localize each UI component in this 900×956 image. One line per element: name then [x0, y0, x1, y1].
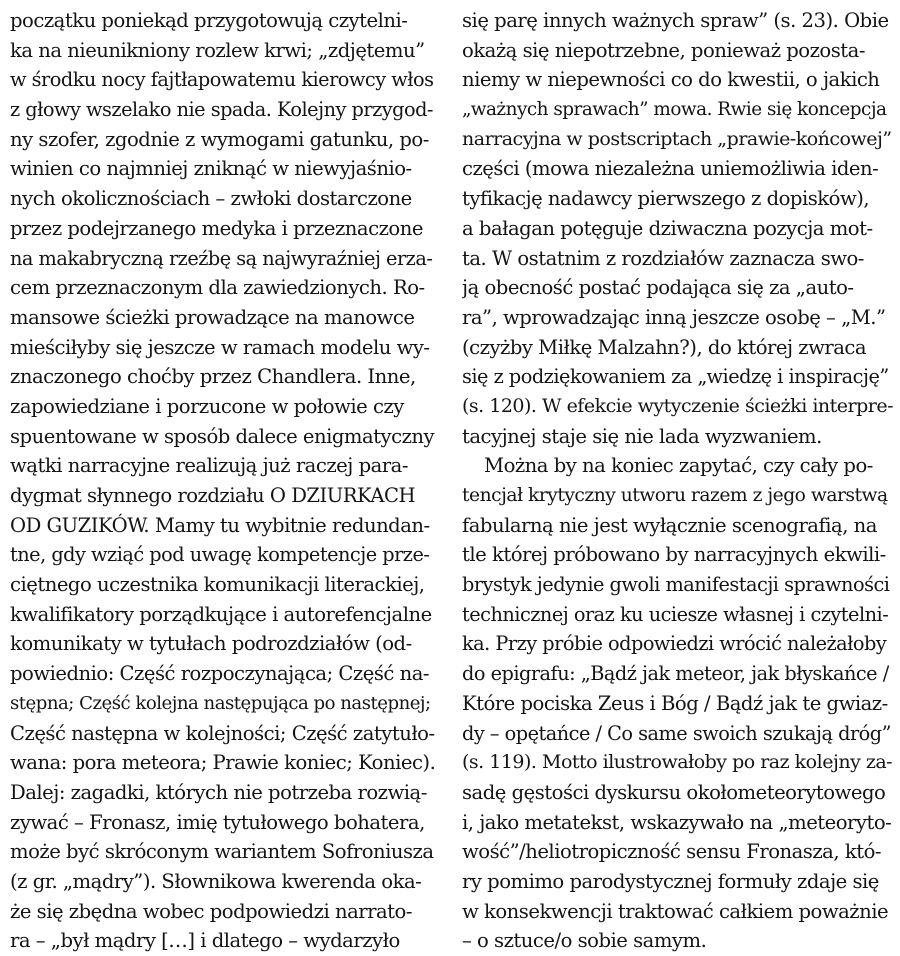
- text-line: spuentowane w sposób dalece enigmatyczny: [10, 424, 435, 448]
- text-line: części (mowa niezależna uniemożliwia iden-: [462, 157, 879, 181]
- text-line: Dalej: zagadki, których nie potrzeba rozwią-: [10, 780, 427, 804]
- text-line: się z podziękowaniem za „wiedzę i inspirację”: [462, 365, 889, 389]
- text-line: ka na nieunikniony rozlew krwi; „zdjętemu”: [10, 38, 425, 62]
- text-line: ra”, wprowadzając inną jeszcze osobę – „M.”: [462, 305, 886, 329]
- left-text-column: [10, 6, 435, 956]
- text-line: (z gr. „mądry”). Słownikowa kwerenda oka-: [10, 869, 422, 893]
- text-line: „ważnych sprawach” mowa. Rwie się koncepcja: [462, 99, 887, 121]
- text-line: Które pociska Zeus i Bóg / Bądź jak te gwiaz-: [462, 691, 888, 715]
- text-line: w środku nocy fajtłapowatemu kierowcy włos: [10, 68, 434, 92]
- text-line: (czyżby Miłkę Malzahn?), do której zwraca: [462, 335, 867, 359]
- text-line: OD GUZIKÓW. Mamy tu wybitnie redundan-: [10, 513, 430, 537]
- text-line: wana: pora meteora; Prawie koniec; Koniec).: [10, 751, 435, 775]
- text-line: na makabryczną rzeźbę są najwyraźniej erza-: [10, 246, 433, 270]
- text-line: cem przeznaczonym dla zawiedzionych. Ro-: [10, 276, 425, 300]
- text-line: powiednio: Część rozpoczynająca; Część na-: [10, 662, 430, 686]
- text-line: się parę innych ważnych spraw” (s. 23). Obie: [462, 9, 889, 32]
- text-line: do epigrafu: „Bądź jak meteor, jak błyskańce /: [462, 662, 889, 686]
- text-line: wość”/heliotropiczność sensu Fronasza, któ-: [462, 840, 881, 864]
- text-line: ka. Przy próbie odpowiedzi wrócić należałoby: [462, 632, 887, 656]
- text-line: nych okolicznościach – zwłoki dostarczone: [10, 187, 412, 211]
- text-line: znaczonego choćby przez Chandlera. Inne,: [10, 365, 416, 389]
- text-line: tyfikację nadawcy pierwszego z dopisków),: [462, 187, 870, 211]
- text-line: z głowy wszelako nie spada. Kolejny przygod-: [10, 98, 433, 122]
- text-line: technicznej oraz ku uciesze własnej i czytelni-: [462, 602, 889, 626]
- text-line: ta. W ostatnim z rozdziałów zaznacza swo-: [462, 246, 864, 270]
- text-line: w konsekwencji traktować całkiem poważnie: [462, 899, 889, 923]
- text-line: przez podejrzanego medyka i przeznaczone: [10, 216, 423, 240]
- text-line: – o sztuce/o sobie samym.: [462, 929, 707, 953]
- text-line: (s. 120). W efekcie wytyczenie ścieżki interpre-: [462, 394, 893, 417]
- text-line: tle której próbowano by narracyjnych ekwili-: [462, 543, 886, 567]
- text-line: ciętnego uczestnika komunikacji literackiej,: [10, 573, 425, 597]
- text-line: sadę gęstości dyskursu okołometeorytowego: [462, 780, 886, 804]
- text-line: mieściłyby się jeszcze w ramach modelu wy-: [10, 335, 430, 359]
- text-line: okażą się niepotrzebne, ponieważ pozosta-: [462, 38, 865, 62]
- text-line: niemy w niepewności co do kwestii, o jakich: [462, 68, 880, 92]
- text-line: Część następna w kolejności; Część zatytuło-: [10, 721, 435, 745]
- text-line: a bałagan potęguje dziwaczna pozycja mot-: [462, 216, 873, 240]
- text-line: dygmat słynnego rozdziału O DZIURKACH: [10, 484, 416, 507]
- text-line: Można by na koniec zapytać, czy cały po-: [484, 454, 873, 478]
- text-line: początku poniekąd przygotowują czytelni-: [10, 9, 408, 32]
- text-line: winien co najmniej zniknąć w niewyjaśnio-: [10, 157, 412, 181]
- text-line: i, jako metatekst, wskazywało na „meteoryto-: [462, 810, 892, 834]
- text-line: mansowe ścieżki prowadzące na manowce: [10, 305, 415, 329]
- text-line: może być skróconym wariantem Sofroniusza: [10, 840, 434, 864]
- text-line: narracyjna w postscriptach „prawie-końcowej”: [462, 127, 892, 150]
- text-line: wątki narracyjne realizują już raczej para-: [10, 454, 408, 478]
- text-line: fabularną nie jest wyłącznie scenografią, na: [462, 513, 877, 537]
- text-line: kwalifikatory porządkujące i autorefencjalne: [10, 602, 432, 626]
- text-line: tencjał krytyczny utworu razem z jego warstwą: [462, 485, 888, 506]
- text-line: tacyjnej staje się nie lada wyzwaniem.: [462, 424, 822, 448]
- text-line: ny szofer, zgodnie z wymogami gatunku, po-: [10, 127, 429, 151]
- text-line: stępna; Część kolejna następująca po następnej;: [10, 692, 431, 714]
- text-line: dy – opętańce / Co same swoich szukają dróg”: [462, 721, 891, 745]
- text-line: zywać – Fronasz, imię tytułowego bohatera,: [10, 810, 425, 834]
- text-line: tne, gdy wziąć pod uwagę kompetencje prze-: [10, 543, 430, 567]
- right-text-column: [462, 6, 893, 956]
- text-line: brystyk jedynie gwoli manifestacji sprawności: [462, 573, 890, 597]
- text-line: komunikaty w tytułach podrozdziałów (od-: [10, 632, 412, 656]
- text-line: że się zbędna wobec podpowiedzi narrato-: [10, 899, 412, 923]
- text-line: (s. 119). Motto ilustrowałoby po raz kolejny za-: [462, 751, 893, 774]
- text-line: ją obecność postać podająca się za „auto-: [462, 276, 854, 300]
- text-line: zapowiedziane i porzucone w połowie czy: [10, 394, 404, 418]
- text-line: ra – „był mądry […] i dlatego – wydarzyło: [10, 929, 400, 953]
- text-line: ry pomimo parodystycznej formuły zdaje się: [462, 869, 879, 893]
